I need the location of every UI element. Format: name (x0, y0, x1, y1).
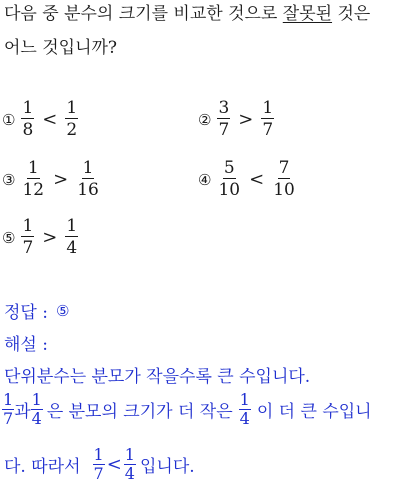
numerator: 3 (218, 98, 230, 118)
question-line-1 (4, 0, 370, 28)
option-4-fraction-left (217, 158, 241, 201)
denominator: 7 (262, 120, 274, 140)
option-4[interactable] (198, 158, 296, 201)
denominator: 12 (22, 180, 45, 200)
option-3-fraction-left (21, 158, 45, 201)
denominator: 2 (66, 120, 78, 140)
fraction (239, 391, 251, 428)
option-1-marker: ① (2, 110, 16, 129)
explanation-line-2 (2, 391, 372, 428)
numerator: 5 (223, 158, 235, 178)
comparison-operator: > (53, 169, 69, 190)
numerator: 1 (22, 216, 34, 236)
denominator: 8 (22, 120, 34, 140)
comparison-operator: < (249, 169, 265, 190)
text: 입니다. (139, 457, 195, 477)
denominator: 4 (31, 409, 42, 428)
denominator: 7 (22, 238, 34, 258)
answer-line (4, 298, 69, 323)
denominator: 7 (3, 409, 14, 428)
denominator: 4 (239, 409, 250, 428)
question-underlined-word: 잘못된 (282, 4, 333, 24)
text: 과 (14, 402, 31, 422)
comparison-operator: > (238, 109, 254, 130)
numerator: 1 (82, 158, 94, 178)
option-5-fraction-right (65, 216, 78, 259)
numerator: 1 (93, 445, 104, 464)
option-5-marker: ⑤ (2, 228, 16, 247)
numerator: 1 (66, 216, 78, 236)
question-text-start: 다음 중 분수의 크기를 비교한 것으로 (4, 4, 283, 24)
fraction (31, 391, 43, 428)
denominator: 16 (77, 180, 99, 200)
numerator: 1 (31, 390, 42, 409)
numerator: 1 (66, 98, 78, 118)
answer-label: 정답 : (4, 303, 48, 323)
question-text-end: 것은 (332, 4, 371, 24)
denominator: 4 (124, 464, 135, 483)
option-5-fraction-left (21, 216, 34, 259)
numerator: 1 (27, 158, 39, 178)
denominator: 4 (66, 238, 78, 258)
option-4-marker: ④ (198, 170, 212, 189)
numerator: 1 (124, 445, 135, 464)
fraction (93, 446, 105, 483)
answer-value: ⑤ (55, 301, 70, 320)
numerator: 1 (239, 390, 250, 409)
option-2-fraction-left (217, 98, 230, 141)
option-4-fraction-right (272, 158, 296, 201)
option-3[interactable] (2, 158, 100, 201)
explanation-label: 해설 : (4, 335, 48, 355)
fraction (124, 446, 136, 483)
text: 은 분모의 크기가 더 작은 (46, 402, 233, 422)
option-2-fraction-right (261, 98, 274, 141)
question-line-2: 어느 것입니까? (4, 38, 118, 58)
explanation-line-1: 단위분수는 분모가 작을수록 큰 수입니다. (4, 367, 311, 387)
numerator: 1 (22, 98, 34, 118)
option-1-fraction-left (21, 98, 34, 141)
option-5[interactable] (2, 216, 78, 259)
option-1-fraction-right (65, 98, 78, 141)
text: 이 더 큰 수입니 (256, 402, 372, 422)
denominator: 7 (218, 120, 230, 140)
option-3-marker: ③ (2, 170, 16, 189)
denominator: 7 (93, 464, 104, 483)
option-2[interactable] (198, 98, 274, 141)
comparison-operator: > (42, 227, 58, 248)
option-1[interactable] (2, 98, 78, 141)
comparison-operator: < (42, 109, 58, 130)
explanation-line-3 (4, 446, 195, 483)
denominator: 10 (273, 180, 295, 200)
option-2-marker: ② (198, 110, 212, 129)
numerator: 7 (278, 158, 290, 178)
text: 다. 따라서 (4, 457, 81, 477)
numerator: 1 (262, 98, 274, 118)
numerator: 1 (3, 390, 14, 409)
fraction (2, 391, 14, 428)
comparison-operator: < (106, 454, 122, 475)
option-3-fraction-right (76, 158, 100, 201)
denominator: 10 (218, 180, 241, 200)
